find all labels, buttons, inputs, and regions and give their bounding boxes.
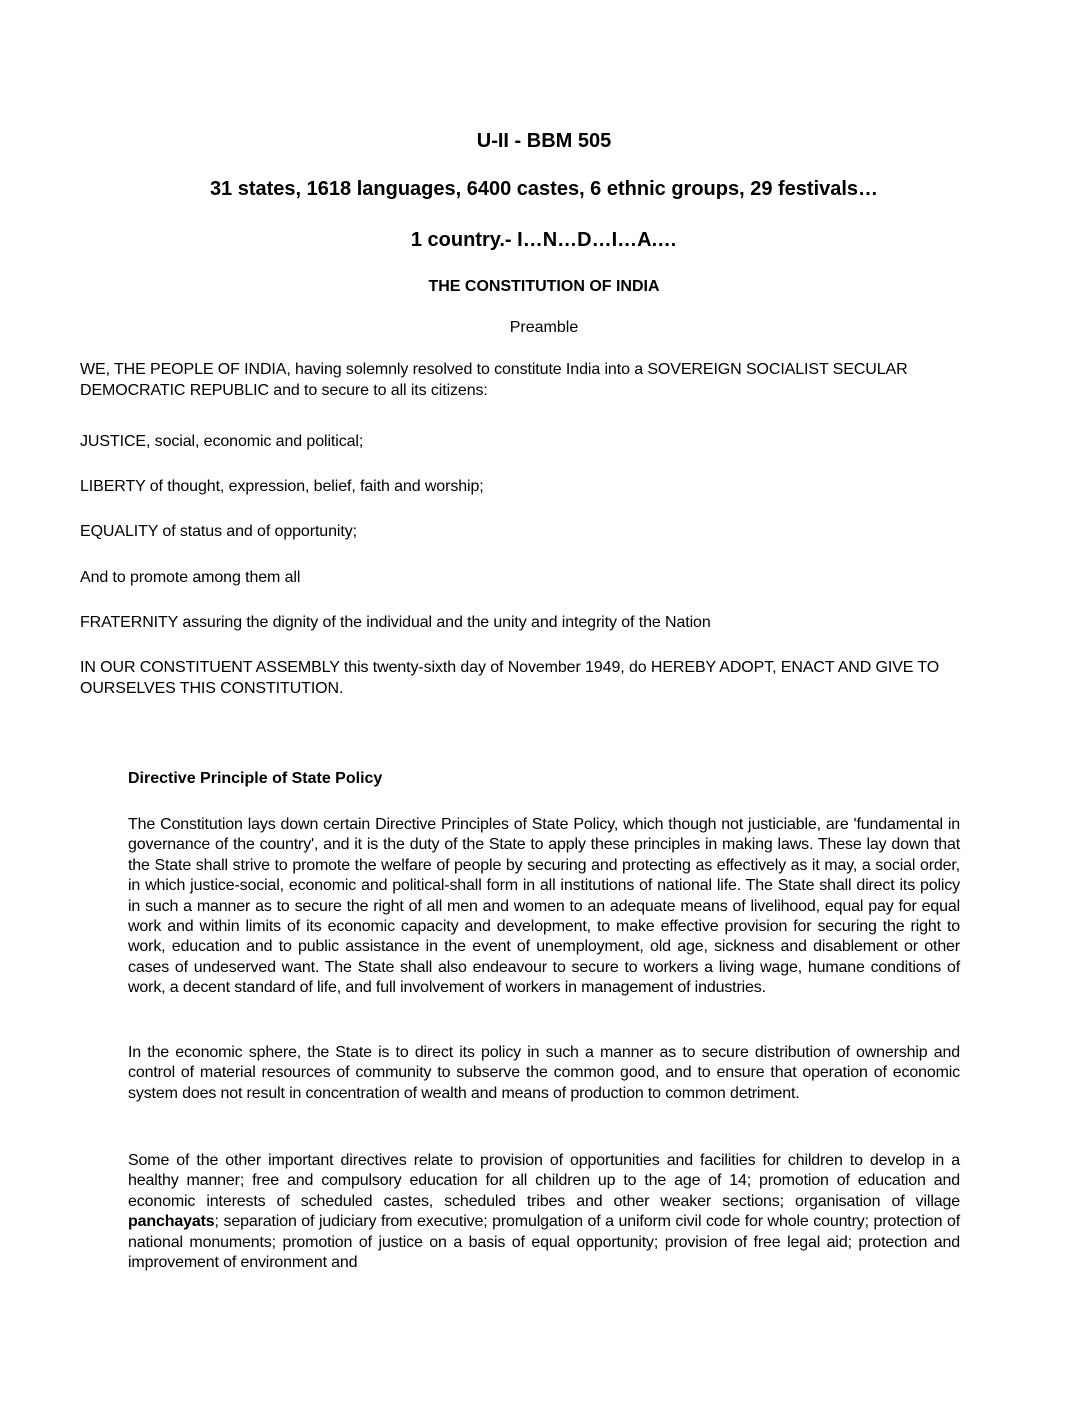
- preamble-fraternity: FRATERNITY assuring the dignity of the individual and the unity and integrity of the Nation: [80, 614, 711, 631]
- dsp-section-title: Directive Principle of State Policy: [128, 770, 383, 787]
- dsp-paragraph-3-start: Some of the other important directives relate to provision of opportunities and facilities for children to develop in a healthy manner; free and compulsory education for all children up to the age of 14; promotion of education and economic interests of scheduled castes, scheduled tribes and other weaker sections; organisation of village: [128, 1152, 960, 1210]
- course-code-heading: U-II - BBM 505: [476, 130, 612, 152]
- preamble-liberty: LIBERTY of thought, expression, belief, faith and worship;: [80, 478, 484, 495]
- preamble-equality: EQUALITY of status and of opportunity;: [80, 523, 357, 540]
- constitution-heading: THE CONSTITUTION OF INDIA: [428, 278, 660, 295]
- country-heading: 1 country.- I…N…D…I…A.…: [410, 229, 678, 251]
- preamble-heading: Preamble: [509, 319, 579, 336]
- dsp-paragraph-2: In the economic sphere, the State is to direct its policy in such a manner as to secure distribution of ownership and control of material resources of community to subserve the common good, and to ensure that operation of economic system does not result in concentration of wealth and means of production to common detriment.: [128, 1044, 960, 1102]
- dsp-paragraph-1: The Constitution lays down certain Directive Principles of State Policy, which though not justiciable, are 'fundamental in governance of the country', and it is the duty of the State to apply these principles in making laws. These lay down that the State shall strive to promote the welfare of people by securing and protecting as effectively as it may, a social order, in which justice-social, economic and political-shall form in all institutions of national life. The State shall direct its policy in such a manner as to secure the right of all men and women to an adequate means of livelihood, equal pay for equal work and within limits of its economic capacity and development, to make effective provision for securing the right to work, education and to public assistance in the event of unemployment, old age, sickness and disablement or other cases of undeserved want. The State shall also endeavour to secure to workers a living wage, humane conditions of work, a decent standard of life, and full involvement of workers in management of industries.: [128, 816, 960, 997]
- dsp-paragraph-3: [128, 1151, 960, 1273]
- dsp-paragraph-3-end: ; separation of judiciary from executive; promulgation of a uniform civil code for whole country; protection of national monuments; promotion of justice on a basis of equal opportunity; provision of free legal aid; protection and improvement of environment and: [128, 1213, 960, 1272]
- panchayats-term: panchayats: [128, 1213, 215, 1231]
- stats-heading: 31 states, 1618 languages, 6400 castes, 6 ethnic groups, 29 festivals…: [209, 178, 879, 200]
- preamble-promote: And to promote among them all: [80, 569, 301, 586]
- preamble-justice: JUSTICE, social, economic and political;: [80, 433, 364, 450]
- preamble-intro: WE, THE PEOPLE OF INDIA, having solemnly resolved to constitute India into a SOVEREIGN SOCIALIST SECULAR DEMOCRATIC REPUBLIC and to secure to all its citizens:: [80, 361, 908, 399]
- preamble-assembly: IN OUR CONSTITUENT ASSEMBLY this twenty-sixth day of November 1949, do HEREBY ADOPT, ENACT AND GIVE TO OURSELVES THIS CONSTITUTION.: [80, 659, 940, 697]
